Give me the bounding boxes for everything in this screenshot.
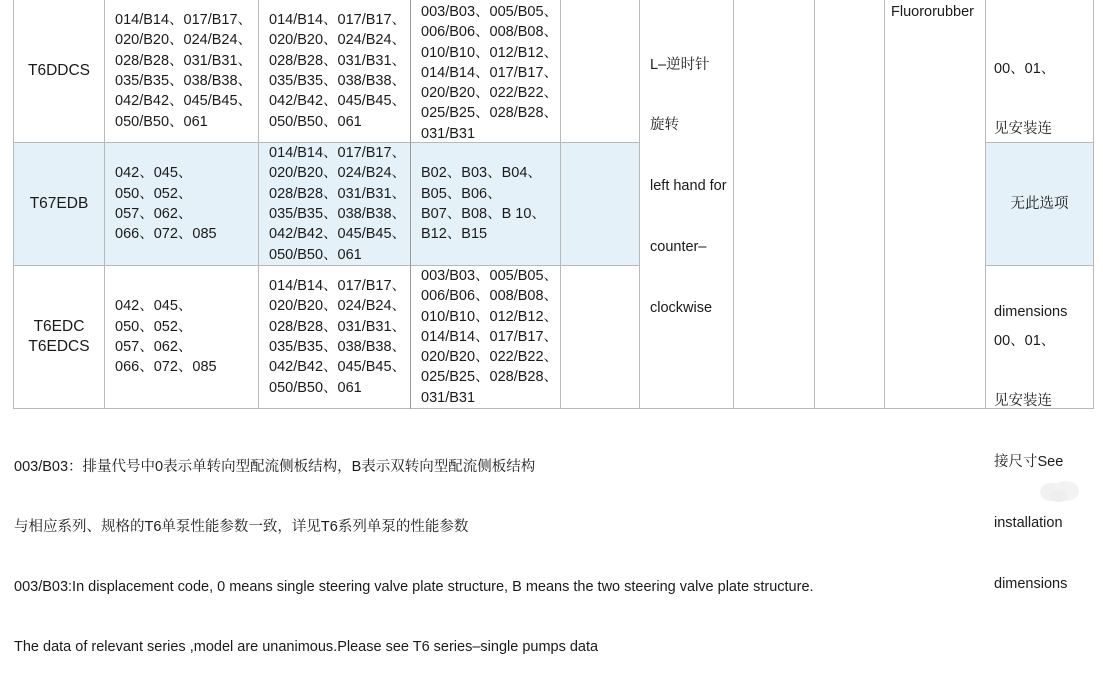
size-line: 042/B42、045/B45、 <box>269 226 407 243</box>
rotation-cell <box>640 0 734 409</box>
size-line: 050/B50、061 <box>269 113 362 130</box>
footnotes <box>14 417 814 697</box>
rotation-line: 旋转 <box>650 117 679 134</box>
empty-cell <box>561 266 640 409</box>
connection-line: dimensions <box>994 304 1068 321</box>
size-line: 003/B03、005/B05、 <box>421 4 559 20</box>
empty-cell <box>561 0 640 143</box>
size-line: 014/B14、017/B17、 <box>421 328 559 345</box>
size-line: 014/B14、017/B17、 <box>269 145 407 162</box>
size-line: B05、B06、 <box>421 185 502 202</box>
rotation-line: counter– <box>650 239 707 256</box>
connection-line: dimensions <box>994 576 1068 593</box>
size-line: 050/B50、061 <box>269 246 362 263</box>
size-line: 035/B35、038/B38、 <box>269 73 407 89</box>
size-line: 035/B35、038/B38、 <box>269 206 407 222</box>
size-line: 050/B50、061 <box>269 379 362 396</box>
size-line: 020/B20、022/B22、 <box>421 85 559 102</box>
size-line: B12、B15 <box>421 226 488 243</box>
size-line: 042、045、 <box>115 165 193 182</box>
no-option-text: 无此选项 <box>1010 195 1069 212</box>
size-line: 020/B20、024/B24、 <box>269 298 407 315</box>
watermark-icon <box>1036 478 1082 504</box>
size-cell-2 <box>259 143 411 266</box>
seal-material: Fluororubber <box>891 4 975 20</box>
size-line: 042/B42、045/B45、 <box>115 93 253 110</box>
size-line: 066、072、085 <box>115 226 217 243</box>
connection-cell <box>986 266 1094 593</box>
size-line: 006/B06、008/B08、 <box>421 24 559 41</box>
size-line: 050、052、 <box>115 318 193 335</box>
size-cell-3 <box>411 266 561 409</box>
note-line: The data of relevant series ,model are unanimous.Please see T6 series–single pumps data <box>14 639 599 655</box>
size-line: 057、062、 <box>115 339 193 355</box>
model-name: T6EDC T6EDCS <box>28 318 90 355</box>
connection-line: 00、01、 <box>994 60 1056 77</box>
size-line: 035/B35、038/B38、 <box>269 339 407 355</box>
table-left-border <box>13 0 14 409</box>
connection-line: installation <box>994 515 1063 532</box>
size-cell-1 <box>105 266 259 409</box>
rotation-line: clockwise <box>650 300 713 317</box>
size-cell-3 <box>411 143 561 266</box>
size-cell-2 <box>259 0 411 143</box>
size-line: 006/B06、008/B08、 <box>421 288 559 305</box>
size-line: 031/B31 <box>421 389 476 406</box>
note-line: 003/B03：排量代号中0表示单转向型配流侧板结构，B表示双转向型配流侧板结构 <box>14 459 536 475</box>
empty-cell <box>734 0 815 409</box>
size-line: 042/B42、045/B45、 <box>269 93 407 110</box>
size-line: 028/B28、031/B31、 <box>269 52 407 69</box>
column-divider <box>410 0 411 409</box>
size-line: 050/B50、061 <box>115 113 208 130</box>
size-cell-3 <box>411 0 561 143</box>
size-line: B02、B03、B04、 <box>421 165 542 182</box>
size-line: B07、B08、B 10、 <box>421 206 546 222</box>
model-name: T6DDCS <box>27 62 90 79</box>
size-line: 028/B28、031/B31、 <box>269 318 407 335</box>
empty-cell <box>815 0 885 409</box>
model-cell <box>14 266 105 409</box>
rotation-line: left hand for <box>650 178 727 195</box>
rotation-line: L–逆时针 <box>650 56 710 73</box>
size-line: 020/B20、024/B24、 <box>115 32 253 49</box>
size-line: 031/B31 <box>421 125 476 142</box>
size-line: 028/B28、031/B31、 <box>269 185 407 202</box>
size-line: 050、052、 <box>115 185 193 202</box>
model-name: T67EDB <box>29 195 89 212</box>
size-line: 020/B20、022/B22、 <box>421 349 559 366</box>
model-cell <box>14 143 105 266</box>
size-line: 014/B14、017/B17、 <box>269 278 407 295</box>
connection-line: 见安装连 <box>994 393 1052 410</box>
size-line: 014/B14、017/B17、 <box>115 12 253 29</box>
size-cell-2 <box>259 266 411 409</box>
model-cell <box>14 0 105 143</box>
size-line: 010/B10、012/B12、 <box>421 44 559 61</box>
note-line: 003/B03:In displacement code, 0 means single steering valve plate structure, B means the two steering valve plate structure. <box>14 579 814 595</box>
size-line: 025/B25、028/B28、 <box>421 105 559 122</box>
size-line: 020/B20、024/B24、 <box>269 32 407 49</box>
note-line: 与相应系列、规格的T6单泵性能参数一致，详见T6系列单泵的性能参数 <box>14 519 469 535</box>
size-cell-1 <box>105 143 259 266</box>
connection-cell <box>986 143 1094 266</box>
size-line: 020/B20、024/B24、 <box>269 165 407 182</box>
size-line: 014/B14、017/B17、 <box>269 12 407 29</box>
size-line: 010/B10、012/B12、 <box>421 308 559 325</box>
connection-line: 见安装连 <box>994 121 1052 138</box>
size-line: 035/B35、038/B38、 <box>115 73 253 89</box>
empty-cell <box>561 143 640 266</box>
size-cell-1 <box>105 0 259 143</box>
size-line: 003/B03、005/B05、 <box>421 268 559 284</box>
size-line: 042/B42、045/B45、 <box>269 359 407 376</box>
size-line: 028/B28、031/B31、 <box>115 52 253 69</box>
size-line: 057、062、 <box>115 206 193 222</box>
size-line: 066、072、085 <box>115 359 217 376</box>
connection-line: 00、01、 <box>994 332 1056 349</box>
size-line: 025/B25、028/B28、 <box>421 369 559 386</box>
size-line: 042、045、 <box>115 298 193 315</box>
connection-line: 接尺寸See <box>994 454 1064 471</box>
size-line: 014/B14、017/B17、 <box>421 64 559 81</box>
seal-cell <box>885 0 986 409</box>
